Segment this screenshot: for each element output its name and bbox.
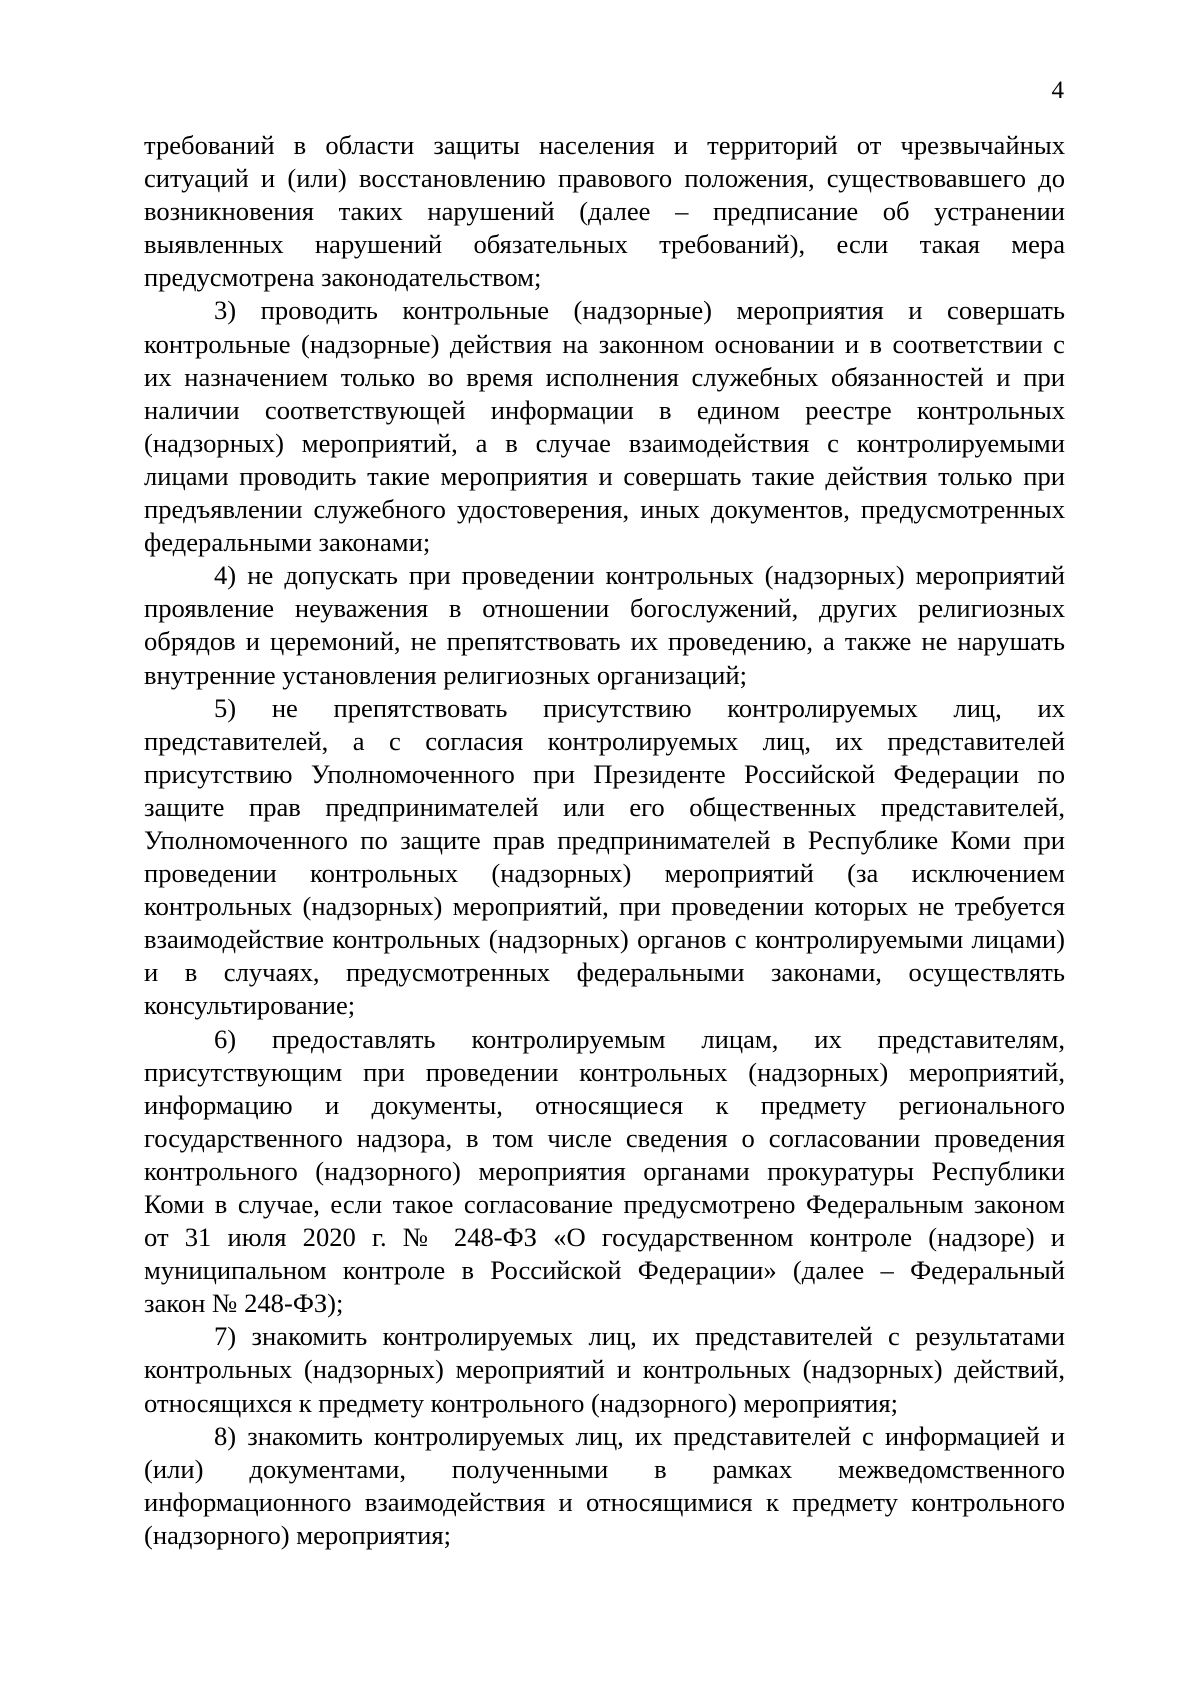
paragraph-item-6: 6) предоставлять контролируемым лицам, их представителям, присутствующим при проведении контрольных (надзорных) мероприятий, информацию и документы, относящиеся к предмету регионального государственного надзора, в том числе сведения о согласовании проведения контрольного (надзорного) мероприятия органами прокуратуры Республики Коми в случае, если такое согласование предусмотрено Федеральным законом от 31 июля 2020 г. № 248-ФЗ «О государственном контроле (надзоре) и муниципальном контроле в Российской Федерации» (далее – Федеральный закон № 248-ФЗ);: [144, 1023, 1065, 1319]
paragraph-item-8: 8) знакомить контролируемых лиц, их представителей с информацией и (или) документами, полученными в рамках межведомственного информационного взаимодействия и относящимися к предмету контрольного (надзорного) мероприятия;: [144, 1420, 1065, 1550]
paragraph-continuation: требований в области защиты населения и территорий от чрезвычайных ситуаций и (или) восстановлению правового положения, существовавшего до возникновения таких нарушений (далее – предписание об устранении выявленных нарушений обязательных требований), если такая мера предусмотрена законодательством;: [144, 130, 1065, 293]
document-body: [144, 129, 1065, 1552]
paragraph-item-3: 3) проводить контрольные (надзорные) мероприятия и совершать контрольные (надзорные) действия на законном основании и в соответствии с их назначением только во время исполнения служебных обязанностей и при наличии соответствующей информации в едином реестре контрольных (надзорных) мероприятий, а в случае взаимодействия с контролируемыми лицами проводить такие мероприятия и совершать такие действия только при предъявлении служебного удостоверения, иных документов, предусмотренных федеральными законами;: [144, 295, 1065, 558]
paragraph-item-7: 7) знакомить контролируемых лиц, их представителей с результатами контрольных (надзорных) мероприятий и контрольных (надзорных) действий, относящихся к предмету контрольного (надзорного) мероприятия;: [144, 1321, 1065, 1418]
page-number: 4: [1051, 77, 1064, 104]
paragraph-item-5: 5) не препятствовать присутствию контролируемых лиц, их представителей, а с согласия контролируемых лиц, их представителей присутствию Уполномоченного при Президенте Российской Федерации по защите прав предпринимателей или его общественных представителей, Уполномоченного по защите прав предпринимателей в Республике Коми при проведении контрольных (надзорных) мероприятий (за исключением контрольных (надзорных) мероприятий, при проведении которых не требуется взаимодействие контрольных (надзорных) органов с контролируемыми лицами) и в случаях, предусмотренных федеральными законами, осуществлять консультирование;: [144, 692, 1065, 1021]
paragraph-item-4: 4) не допускать при проведении контрольных (надзорных) мероприятий проявление неуважения в отношении богослужений, других религиозных обрядов и церемоний, не препятствовать их проведению, а также не нарушать внутренние установления религиозных организаций;: [144, 560, 1065, 690]
